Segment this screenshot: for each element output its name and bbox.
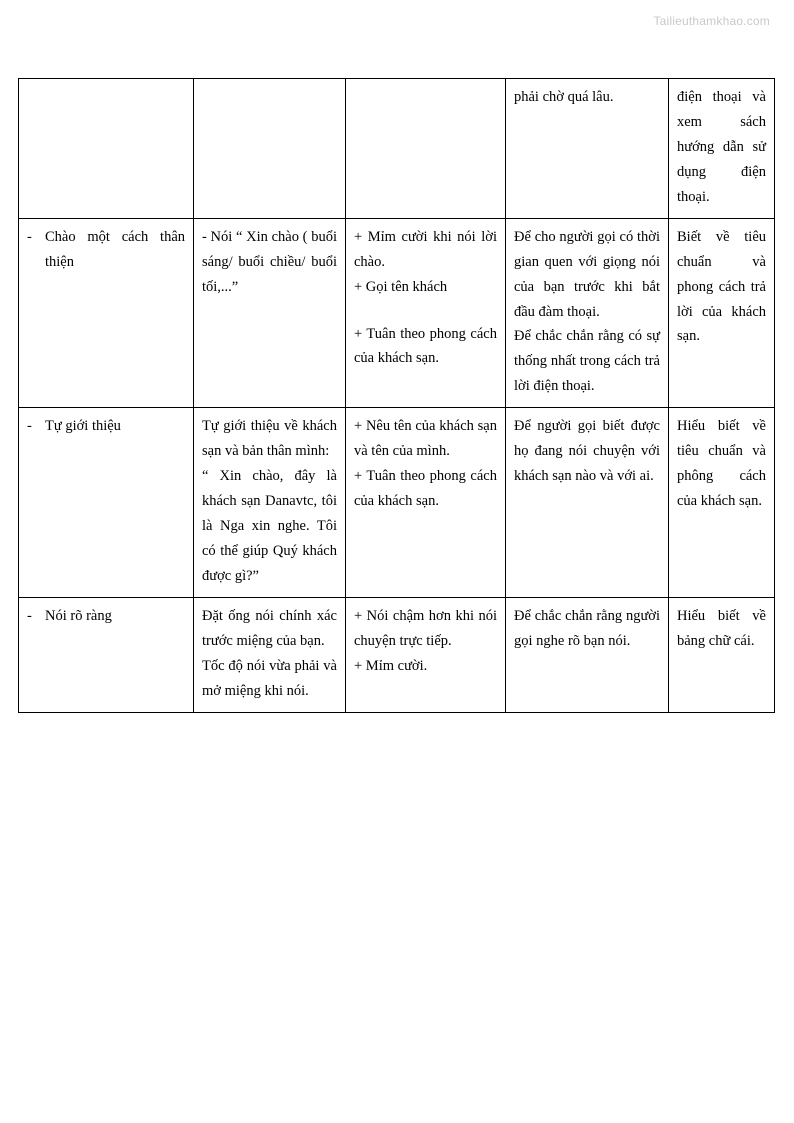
cell-standard — [346, 79, 506, 219]
table-row — [19, 408, 775, 598]
cell-knowledge — [669, 597, 775, 712]
cell-standard — [346, 597, 506, 712]
cell-reason — [506, 218, 669, 408]
cell-standard — [346, 218, 506, 408]
cell-knowledge — [669, 79, 775, 219]
cell-text: Chào một cách thân thiện — [45, 228, 185, 270]
cell-text: + Mỉm cười khi nói lời chào. — [354, 228, 497, 270]
cell-text: + Mỉm cười. — [354, 657, 428, 674]
dash-marker: - — [27, 607, 32, 624]
cell-how — [194, 79, 346, 219]
cell-text: điện thoại và xem sách hướng dẫn sử dụng điện thoại. — [677, 89, 766, 205]
cell-reason — [506, 408, 669, 598]
cell-step — [19, 597, 194, 712]
cell-reason — [506, 79, 669, 219]
cell-text: Hiểu biết về bảng chữ cái. — [677, 607, 766, 649]
cell-text: + Gọi tên khách — [354, 278, 448, 295]
cell-text: + Tuân theo phong cách của khách sạn. — [354, 468, 497, 510]
watermark-text: Tailieuthamkhao.com — [653, 14, 770, 28]
cell-text: - Nói “ Xin chào ( buổi sáng/ buổi chiều/ buổi tối,...” — [202, 228, 337, 295]
cell-how — [194, 597, 346, 712]
cell-knowledge — [669, 408, 775, 598]
dash-marker: - — [27, 418, 32, 435]
content-table — [18, 78, 775, 713]
cell-text: + Nêu tên của khách sạn và tên của mình. — [354, 418, 497, 460]
cell-how — [194, 218, 346, 408]
cell-text: Tự giới thiệu — [45, 418, 121, 435]
cell-text: phải chờ quá lâu. — [514, 89, 614, 105]
table-row — [19, 218, 775, 408]
cell-text: Tốc độ nói vừa phải và mở miệng khi nói. — [202, 657, 337, 699]
cell-step — [19, 218, 194, 408]
cell-text: Để người gọi biết được họ đang nói chuyện với khách sạn nào và với ai. — [514, 418, 660, 485]
cell-text: Hiểu biết về tiêu chuẩn và phông cách của khách sạn. — [677, 418, 766, 510]
cell-text: Đặt ống nói chính xác trước miệng của bạn. — [202, 607, 337, 649]
table-row — [19, 597, 775, 712]
cell-how — [194, 408, 346, 598]
cell-text: Để chắc chắn rằng người gọi nghe rõ bạn nói. — [514, 607, 660, 649]
cell-standard — [346, 408, 506, 598]
cell-text: Nói rõ ràng — [45, 607, 112, 624]
cell-text: + Tuân theo phong cách của khách sạn. — [354, 325, 497, 367]
table-container — [18, 78, 774, 713]
cell-text: Để chắc chắn rằng có sự thống nhất trong cách trả lời điện thoại. — [514, 328, 660, 395]
dash-marker: - — [27, 228, 32, 245]
cell-step — [19, 408, 194, 598]
cell-knowledge — [669, 218, 775, 408]
cell-text: “ Xin chào, đây là khách sạn Danavtc, tôi là Nga xin nghe. Tôi có thể giúp Quý khách được gì?” — [202, 468, 337, 584]
table-row — [19, 79, 775, 219]
cell-text: Biết về tiêu chuẩn và phong cách trả lời của khách sạn. — [677, 228, 766, 345]
cell-text: + Nói chậm hơn khi nói chuyện trực tiếp. — [354, 607, 497, 649]
cell-text: Để cho người gọi có thời gian quen với giọng nói của bạn trước khi bắt đầu đàm thoại. — [514, 228, 660, 320]
cell-step — [19, 79, 194, 219]
cell-reason — [506, 597, 669, 712]
cell-text: Tự giới thiệu về khách sạn và bản thân mình: — [202, 418, 337, 460]
